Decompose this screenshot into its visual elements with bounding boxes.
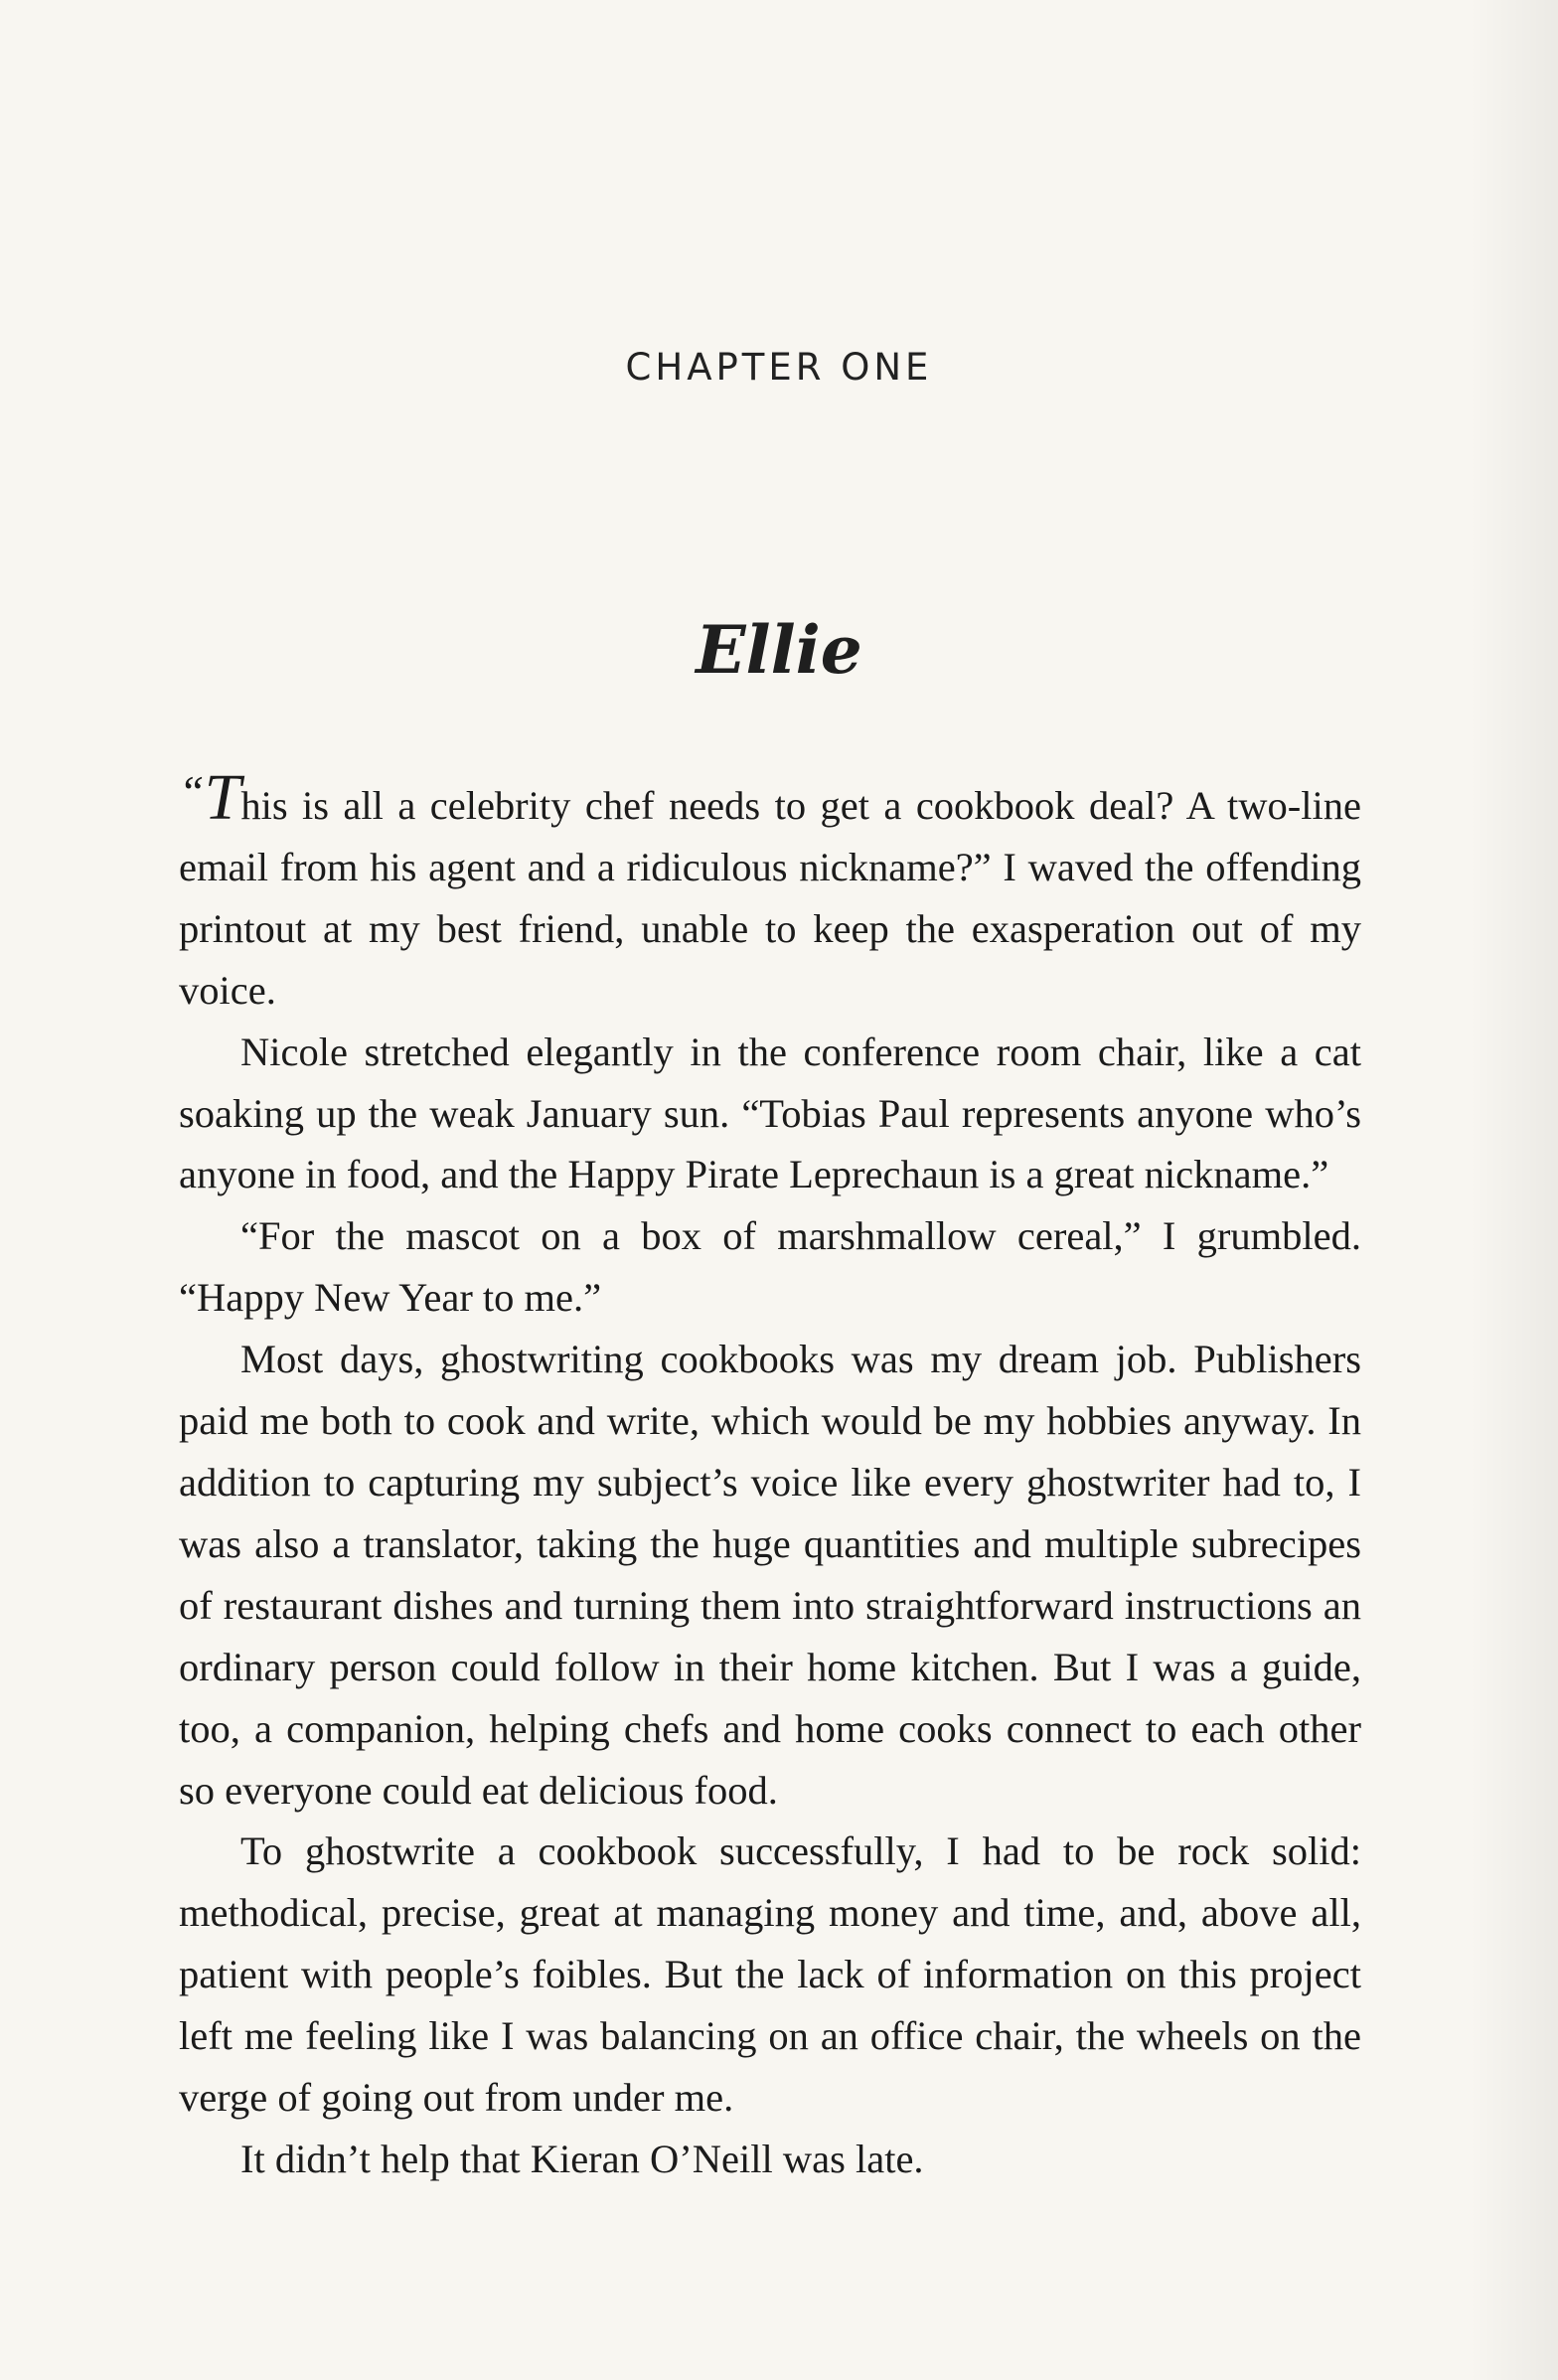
opening-paragraph <box>179 761 1361 1022</box>
paragraph-4: Most days, ghostwriting cookbooks was my dream job. Publishers paid me both to cook and write, which would be my hobbies anyway. In addition to capturing my subject’s voice like every ghostwriter had to, I was also a translator, taking the huge quantities and multiple subrecipes of restaurant dishes and turning them into straightforward instructions an ordinary person could follow in their home kitchen. But I was a guide, too, a companion, helping chefs and home cooks connect to each other so everyone could eat delicious food. <box>179 1337 1361 1813</box>
chapter-heading: CHAPTER ONE <box>625 346 933 389</box>
drop-cap-letter: T <box>204 761 241 834</box>
opening-quote-mark: “ <box>179 766 205 817</box>
paragraph-2: Nicole stretched elegantly in the conference room chair, like a cat soaking up the weak January sun. “Tobias Paul represents anyone who’s anyone in food, and the Happy Pirate Leprechaun is a great nickname.” <box>179 1029 1361 1197</box>
paragraph-6: It didn’t help that Kieran O’Neill was late. <box>240 2136 924 2181</box>
paragraph-3: “For the mascot on a box of marshmallow cereal,” I grumbled. “Happy New Year to me.” <box>179 1213 1361 1321</box>
paragraph-5: To ghostwrite a cookbook successfully, I had to be rock solid: methodical, precise, great at managing money and time, and, above all, patient with people’s foibles. But the lack of information on this project left me feeling like I was balancing on an office chair, the wheels on the verge of going out from under me. <box>179 1828 1361 2121</box>
chapter-name: Ellie <box>696 611 862 689</box>
chapter-text <box>179 761 1361 2190</box>
opening-paragraph-text: his is all a celebrity chef needs to get a cookbook deal? A two-line email from his agent and a ridiculous nickname?” I waved the offending printout at my best friend, unable to keep the exasperation out of my voice. <box>179 783 1361 1013</box>
